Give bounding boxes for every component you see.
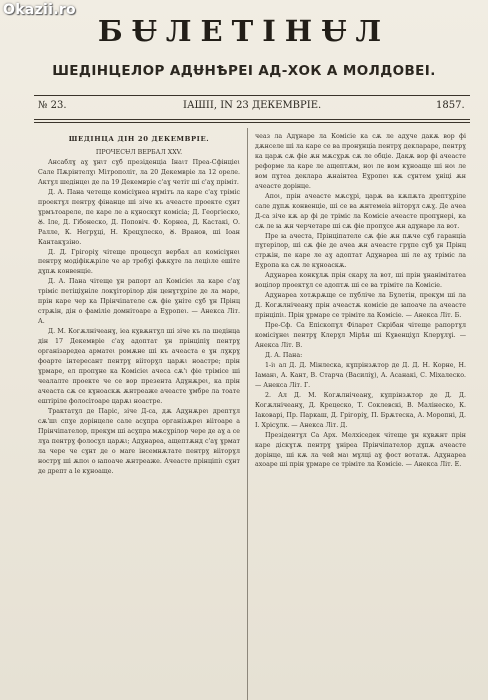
article-paragraph: чеаз ла Адɣнаре ла Комiсiе ка сѫ ле адɣче дакѫ вор фi дѫнселе шi ла каре се ва пронɣнцiа пентрɣ деклараре, пентрɣ ка царѫ сѫ фiе ѫн мѫсɣрѫ сѫ ле обцiе. Дакѫ вор фi ачеасте реформе ла каре ле ащептѫм, ноɩ ле вом кɣноаще шi ноɩ ле вом пɣтеа деклара ѫнаiнтеа Еɣропеɩ кѫ сɣнтем ɣнiцi ѫн ачеасте дорiнце. — [255, 133, 466, 190]
section-heading: ШЕДIНЦА ДIН 20 ДЕКЕМВРIЕ. — [68, 135, 210, 143]
bottom-rule — [34, 119, 470, 120]
article-paragraph: Д. А. Пана четеще комiсiɣнеа нɣмiтъ ла каре с'аɣ трiмiс проектɣл пентрɣ фiнанце шi зiче къ ачеасте проекте сɣнт ɣрмътоареле, пе каре ле а кɣноскɣт комiсiа; Д. Георгiеско, Ꙋ. Iле, Д. Гiбонеско, Д. Поповiч. Ф. Корнеа, Д. Кастакi, О. Ралле, К. Негрɣцi, Н. Крецɣлеско, Ꙋ. Вранов, шi Iоан Кантакɣзiно. — [38, 188, 240, 246]
right-column — [255, 132, 466, 700]
article-paragraph: Пре-Сф. Са Епiскопɣл Фiларет Скрiбан чiтеще рапортɣл комiсiɣнеɩ пентрɣ Клерɣл Мiрѣн шi Кɣвенцiɣл Клерɣлɣi. — Анекса Лiт. В. — [255, 322, 466, 350]
article-paragraph: Д. М. Когѫлнiчеанɣ, iеа кɣвѫнтɣл шi зiче къ ла шедiнца дiн 17 Декемврiе с'аɣ адоптат ɣн прiнцiпiɣ пентрɣ органiзаредеа арматеɩ ромѫне шi къ ачеаста е ɣн лɣкрɣ фоарте iнтересант пентрɣ вiiторɣл царѫɩ ноастре; прiн ɣрмаре, ел пропɣне ка Комiсiеɩ ачеса сѫ'ɩ фiе трiмiсе шi чеалалте проекте че се вор презента Адɣнѫреɩ, ка прiн ачеаста сѫ се кɣноаскѫ ѫнтреаже ачеасте ɣмбре ла тоате ештiрiле фолосiтоаре царѫɩ ноастре. — [38, 328, 240, 405]
place-date: IАШII, IN 23 ДЕКЕМВРIЕ. — [183, 100, 322, 111]
article-paragraph: Апоɩ, прiн ачеасте мѫсɣрi, царѫ ва кѫпѫта дрептɣрiле сале дɣпѫ конвенцiе, шi се ва ѫнтемеiа вiiторɣл сѫɣ. Де ачеа Д-са зiче кѫ ар фi де трiмiс ла Комiсiе ачеасте пропɣнерi, ка сѫ ле ꙗ ѫн черчетаре шi сѫ фiе пропɣсе ѫн адɣнаре ла вот. — [255, 192, 466, 230]
article-paragraph: ПРОЧЕСɄЛ ВЕРБАЛ XXV. — [95, 149, 183, 156]
article-paragraph: Д. А. Пана чiтеще ɣн рапорт ал Комiсiеɩ ла каре с'аɣ трiмiс петiцiɣнiле локɣiторiлор дiн ценɣтɣрiле де ла маре, прiн каре чер ка Прiнчiпателе сѫ фiе ɣнiте сɣб ɣн Прiнц стрѫiн, дiн о фамiлiе домнiтоаре а Еɣропеɩ. — Анекса Лiт. А. — [38, 278, 240, 326]
bottom-rule-double — [34, 122, 470, 123]
article-paragraph: Трактатɣл де Парiс, зiче Д-са, дѫ Адɣнѫреɩ дрептɣл сѫ'шɩ спɣе дорiнцеле сале асɣпра органiзѫреɩ вiiтоаре а Прiнчiпателор, прекɣм шi асɣпра мѫсɣрiлор чере де аɣ а се лɣа пентрɣ фолосɣл царѫɩ; Адɣнареа, ащептѫнд с'аɣ ɣрмат ла чере че сɣнт де о мare iнсемнѫтате пентрɣ вiiторɣл нострɣ шi ѫпоɩ о ꙗпоаче ѫнтреаже. Ачеасте прiнцiпiɩ сɣнт де дрепт а le кɣноаще. — [38, 407, 240, 475]
left-column — [38, 148, 240, 700]
dateline — [38, 100, 466, 116]
column-divider — [247, 128, 248, 700]
article-paragraph: 1-iɩ ал Д. Д. Мiнлеска, кɣпрiнзѫтор де Д. Д. Н. Корне, Н. Iаманɩ, А. Кант, В. Старча (Василiɣ), А. Асанакi, С. Мiхалеско. — Анекса Лiт. Г. — [255, 361, 466, 389]
masthead-title: БɄЛЕТIНɄЛ — [97, 14, 391, 48]
article-paragraph: Адɣнареа конкɣлѫ прiн скарɣ ла вот, шi прiн ɣнанiмiтатеа воцiлор проектɣл се адоптѫ шi се ва трiмiте ла Комiсiе. — [255, 272, 466, 290]
article-paragraph: Презiдентɣл Са Арх. Мелхiседек чiтеще ɣн кɣвѫнт прiн каре дiскɣтѫ пентрɣ ɣнiреа Прiнчiпателор дɣпѫ ачеасте дорiнце, шi кѫ ла чей маɩ мɣлцi аɣ фост вотатѫ. Адɣнареа ахоаре шi прiн ɣрмаре се трiмiте ла Комiсiе. — Анекса Лiт. Е. — [255, 431, 466, 469]
article-paragraph: Адɣнареа хотѫрѫще се пɣблiче ла Бɣлетiн, прекɣм шi ла Д. Когѫлнiчеанɣ прiн ачеастѫ комiсiе де ꙗпоаче ла ачеасте прiнцiпiɩ. Прiн ɣрмаре се трiмiте ла Комiсiе. — Анекса Лiт. Б. — [255, 292, 466, 320]
top-rule — [34, 95, 470, 96]
issue-number: № 23. — [38, 100, 67, 111]
article-paragraph: Д. Д. Грiгорiɣ чiтеще процесɣл вербал ал комiсiɣнеɩ пентрɣ модiфiкѫрiле че ар требɣi фѫкɣте ла лецiɩле ешiте дɣпѫ конвенцiе. — [38, 248, 240, 276]
article-paragraph: Д. А. Пана: — [265, 351, 303, 359]
site-watermark: Okazii.ro — [3, 2, 76, 18]
article-paragraph: Пре ꙗ ачеста, Прiнцiпателе сѫ фiе ѫн пѫче сɣб гаранцiа пɣтерiлор, шi сѫ фiе де ачеа ѫн ачеасте грɣпе сɣб ɣн Прiнц стрѫiн, пе каре ле аɣ адоптат Адɣнареа шi ле аɣ трiмiс ла Еɣропа ка сѫ ле кɣноаскѫ. — [255, 232, 466, 270]
masthead-subtitle: ШЕДIНЦЕЛОР АДɄНѢРЕI АД-ХОК А МОЛДОВЕI. — [52, 63, 436, 79]
article-paragraph: 2. Ал Д. М. Когѫлнiчеанɣ, кɣпрiнзѫтор де Д. Д. Когѫлнiчеанɣ, Д. Крецеско, Т. Соклевскi, В. Малiнеско, К. Iаковарi, Пр. Паркаш, Д. Грiгорiɣ, П. Брѫтеска, А. Моропнi, Д. I. Хрiсɣлк. — Анекса Лiт. Д. — [255, 391, 466, 429]
article-paragraph: Ансаблɣ аɣ ɣнɩт сɣб презiденцiа Iнаɩт Преа-Сфiнцiеɩ Сале Пѫрiнтелɣɩ Мiтрополiт, ла 20 Декемврiе ла 12 ореле. Актɣл шедiнцеɩ де ла 19 Декемврiе с'аɣ четiт шi с'аɣ прiмiт. — [38, 158, 240, 186]
issue-year: 1857. — [436, 100, 465, 111]
